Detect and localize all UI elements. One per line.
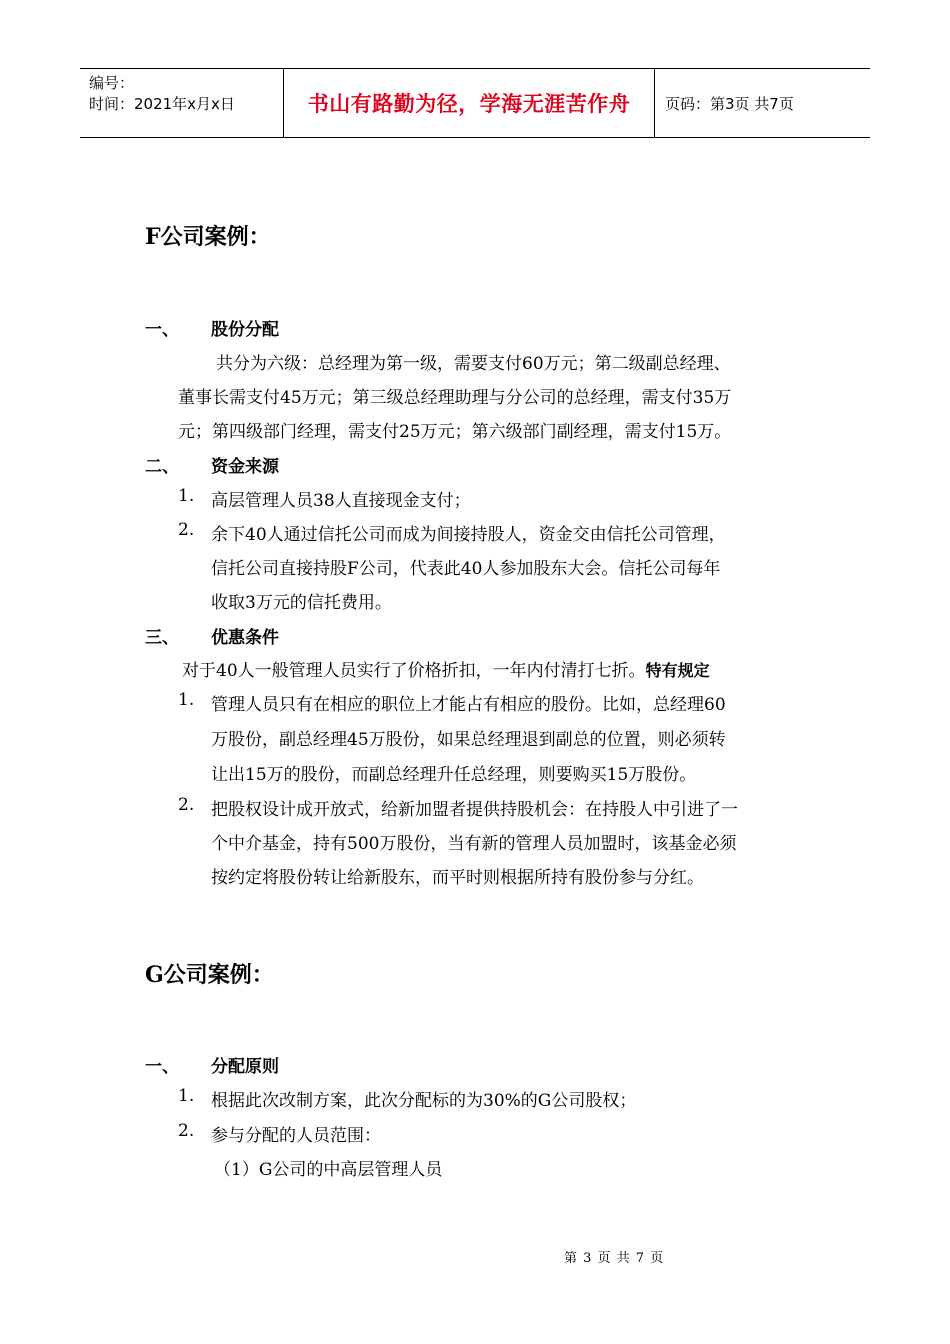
g-item1-heading: 分配原则 xyxy=(211,1057,279,1077)
g-list2-text: 参与分配的人员范围： xyxy=(211,1126,381,1146)
header-motto: 书山有路勤为径，学海无涯苦作舟 xyxy=(283,69,655,137)
g-list1-number: 1. xyxy=(178,1086,195,1106)
f-item2-heading: 资金来源 xyxy=(211,457,279,477)
f-item2-list1-line1: 高层管理人员38人直接现金支付； xyxy=(211,491,471,511)
f-item1-line3: 元；第四级部门经理，需支付25万元；第六级部门副经理，需支付15万。 xyxy=(178,422,732,442)
f-item3-intro: 对于40人一般管理人员实行了价格折扣，一年内付清打七折。 xyxy=(182,661,646,681)
f-item3-list1-line3: 让出15万的股份，而副总经理升任总经理，则要购买15万股份。 xyxy=(211,765,697,785)
f-item2-list2-number: 2. xyxy=(178,520,195,540)
f-item3-list2-line3: 按约定将股份转让给新股东，而平时则根据所持有股份参与分红。 xyxy=(211,868,704,888)
g-sub-item: （1）G公司的中高层管理人员 xyxy=(214,1160,443,1180)
f-item3-number: 三、 xyxy=(145,628,179,648)
f-item3-list2-number: 2. xyxy=(178,795,195,815)
page-footer: 第 3 页 共 7 页 xyxy=(564,1251,665,1266)
f-item2-list2-line2: 信托公司直接持股F公司，代表此40人参加股东大会。信托公司每年 xyxy=(211,559,721,579)
section-g-title: G公司案例： xyxy=(145,962,274,988)
f-item1-heading: 股份分配 xyxy=(211,320,279,340)
date-line: 时间：2021年x月x日 xyxy=(89,95,235,113)
f-item2-list2-line1: 余下40人通过信托公司而成为间接持股人，资金交由信托公司管理， xyxy=(211,525,726,545)
f-item1-line1: 共分为六级：总经理为第一级，需要支付60万元；第二级副总经理、 xyxy=(216,354,731,374)
f-item2-number: 二、 xyxy=(145,457,179,477)
f-item1-line2: 董事长需支付45万元；第三级总经理助理与分公司的总经理，需支付35万 xyxy=(178,388,732,408)
page-header xyxy=(80,68,870,138)
g-list2-number: 2. xyxy=(178,1121,195,1141)
f-item3-list2-line2: 个中介基金，持有500万股份，当有新的管理人员加盟时，该基金必须 xyxy=(211,834,737,854)
f-item2-list2-line3: 收取3万元的信托费用。 xyxy=(211,593,392,613)
f-item3-list1-line1: 管理人员只有在相应的职位上才能占有相应的股份。比如，总经理60 xyxy=(211,695,726,715)
f-item2-list1-number: 1. xyxy=(178,486,195,506)
f-item3-heading: 优惠条件 xyxy=(211,628,279,648)
g-list1-text: 根据此次改制方案，此次分配标的为30%的G公司股权； xyxy=(211,1091,637,1111)
f-item3-list1-line2: 万股份，副总经理45万股份，如果总经理退到副总的位置，则必须转 xyxy=(211,730,726,750)
f-item3-list2-line1: 把股权设计成开放式，给新加盟者提供持股机会：在持股人中引进了一 xyxy=(211,800,738,820)
f-item1-number: 一、 xyxy=(145,320,179,340)
f-item3-intro-line xyxy=(182,656,710,681)
f-item3-intro-bold: 特有规定 xyxy=(645,661,710,680)
f-item3-list1-number: 1. xyxy=(178,690,195,710)
number-label: 编号： xyxy=(89,74,135,92)
header-left-cell xyxy=(80,69,283,137)
header-page-info: 页码：第3页 共7页 xyxy=(665,94,794,113)
section-f-title: F公司案例： xyxy=(145,224,271,250)
g-item1-number: 一、 xyxy=(145,1057,179,1077)
